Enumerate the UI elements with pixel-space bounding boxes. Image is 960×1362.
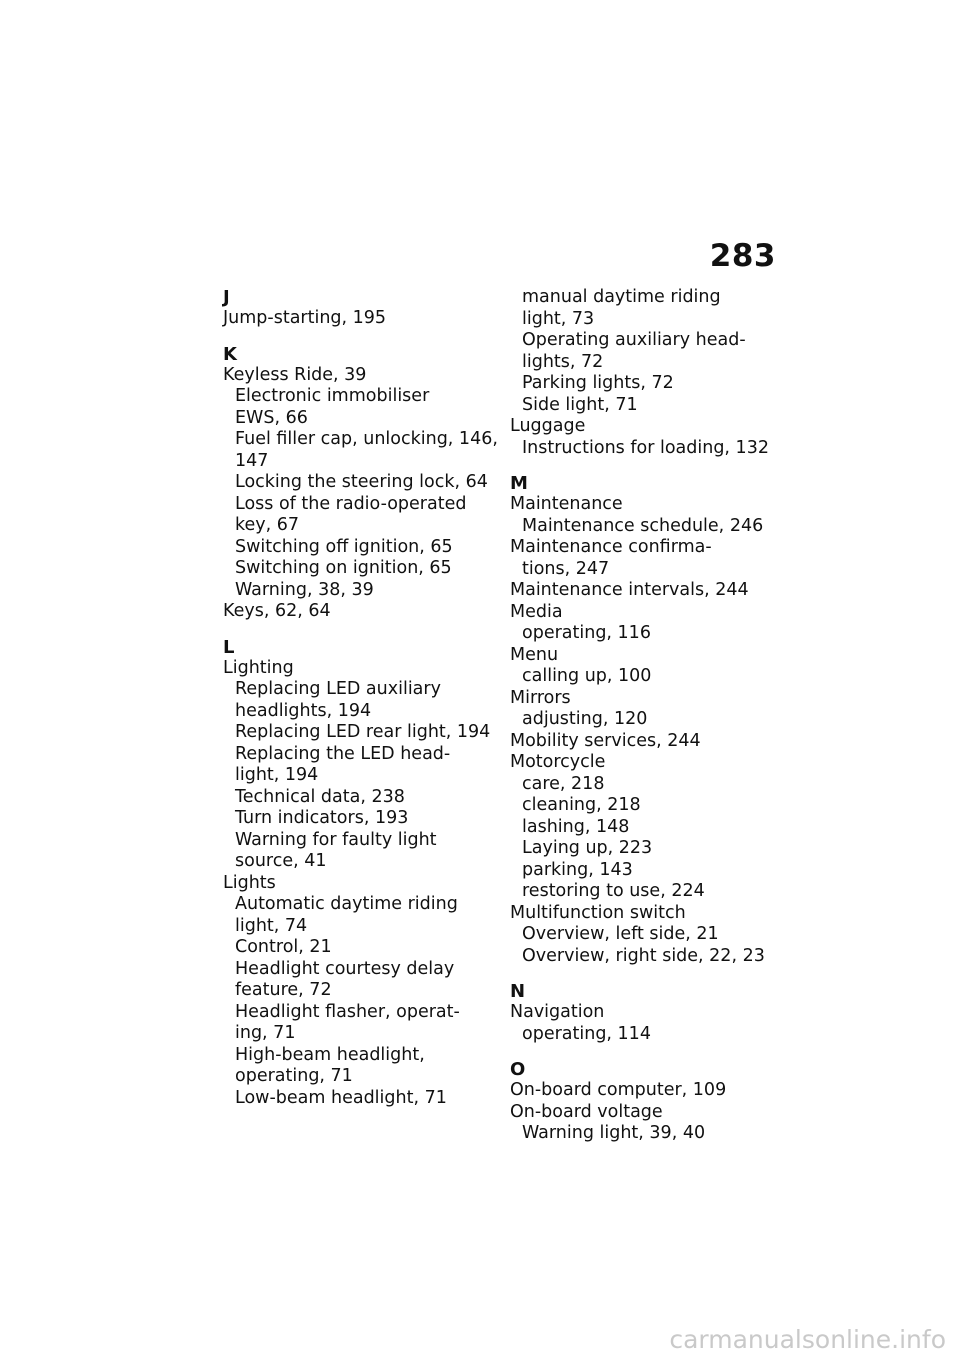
index-subentry: Maintenance schedule, 246 [522,515,764,536]
index-subentry: Electronic immobiliser [235,386,430,406]
index-subentry: Headlight courtesy delay [235,958,455,979]
index-letter-heading: M [510,473,528,494]
index-subentry: Headlight flasher, operat- [235,1001,460,1022]
index-subentry: feature, 72 [235,980,332,1000]
index-subentry: Switching on ignition, 65 [235,558,452,578]
index-subentry: care, 218 [522,773,605,794]
index-entry: Maintenance confirma- [510,537,712,557]
index-entry: Multifunction switch [510,902,686,923]
index-subentry: Side light, 71 [522,394,638,415]
index-subentry: adjusting, 120 [522,709,648,729]
index-subentry: manual daytime riding [522,287,721,307]
index-entry: Jump-starting, 195 [223,308,387,328]
index-entry: On-board voltage [510,1101,663,1122]
index-subentry: Switching off ignition, 65 [235,536,453,557]
index-subentry: Laying up, 223 [522,838,653,858]
index-subentry: light, 74 [235,915,308,936]
index-subentry: Replacing LED rear light, 194 [235,722,491,742]
index-subentry: Warning, 38, 39 [235,579,374,600]
index-column-right [510,287,775,1145]
index-subentry: lights, 72 [522,351,604,372]
index-subentry: tions, 247 [522,558,610,579]
index-subentry: light, 194 [235,765,319,785]
index-subentry: Turn indicators, 193 [235,808,409,828]
index-subentry: Warning for faulty light [235,829,437,850]
index-subentry: Low-beam headlight, 71 [235,1087,447,1108]
index-entry: Luggage [510,416,586,436]
index-subentry: Instructions for loading, 132 [522,437,769,458]
index-entry: Keys, 62, 64 [223,601,331,621]
index-subentry: Fuel filler cap, unlocking, 146, [235,429,498,449]
index-subentry: cleaning, 218 [522,795,641,815]
index-subentry: restoring to use, 224 [522,881,705,901]
index-subentry: operating, 116 [522,623,651,643]
index-subentry: Locking the steering lock, 64 [235,472,488,492]
index-letter-heading: O [510,1059,526,1080]
index-subentry: calling up, 100 [522,666,652,686]
index-letter-heading: L [223,636,235,658]
index-subentry: Warning light, 39, 40 [522,1123,706,1143]
index-entry: Motorcycle [510,752,606,772]
index-letter-heading: K [223,343,237,365]
index-subentry: 147 [235,450,269,471]
index-subentry: EWS, 66 [235,407,308,428]
index-subentry: Control, 21 [235,937,332,957]
index-subentry: Overview, left side, 21 [522,924,719,944]
page-number: 283 [709,238,776,274]
index-letter-heading: N [510,981,526,1002]
index-subentry: operating, 71 [235,1066,353,1086]
index-entry: Maintenance [510,494,623,514]
index-subentry: Parking lights, 72 [522,373,674,393]
index-entry: Maintenance intervals, 244 [510,580,749,600]
index-subentry: source, 41 [235,851,327,871]
index-subentry: Automatic daytime riding [235,894,458,914]
index-subentry: lashing, 148 [522,816,630,837]
index-entry: Media [510,601,563,622]
index-subentry: Operating auxiliary head- [522,330,746,350]
index-subentry: ing, 71 [235,1023,296,1043]
index-subentry: operating, 114 [522,1023,651,1044]
index-subentry: headlights, 194 [235,700,372,721]
watermark: carmanualsonline.info [669,1325,946,1354]
index-subentry: Overview, right side, 22, 23 [522,945,765,966]
index-entry: Keyless Ride, 39 [223,364,367,385]
index-entry: Mobility services, 244 [510,730,701,751]
index-subentry: light, 73 [522,308,595,329]
index-entry: Lighting [223,657,294,678]
index-subentry: Replacing LED auxiliary [235,679,441,699]
index-entry: Lights [223,872,276,893]
index-subentry: Replacing the LED head- [235,743,451,764]
index-subentry: High-beam headlight, [235,1044,425,1065]
index-entry: Mirrors [510,687,571,708]
index-column-left [223,287,498,1109]
index-entry: Menu [510,644,559,665]
index-subentry: Loss of the radio-operated [235,493,467,514]
index-entry: On-board computer, 109 [510,1080,727,1100]
index-subentry: parking, 143 [522,859,633,880]
index-letter-heading: J [223,287,230,308]
index-subentry: Technical data, 238 [235,786,405,807]
index-entry: Navigation [510,1002,605,1022]
index-subentry: key, 67 [235,515,300,535]
